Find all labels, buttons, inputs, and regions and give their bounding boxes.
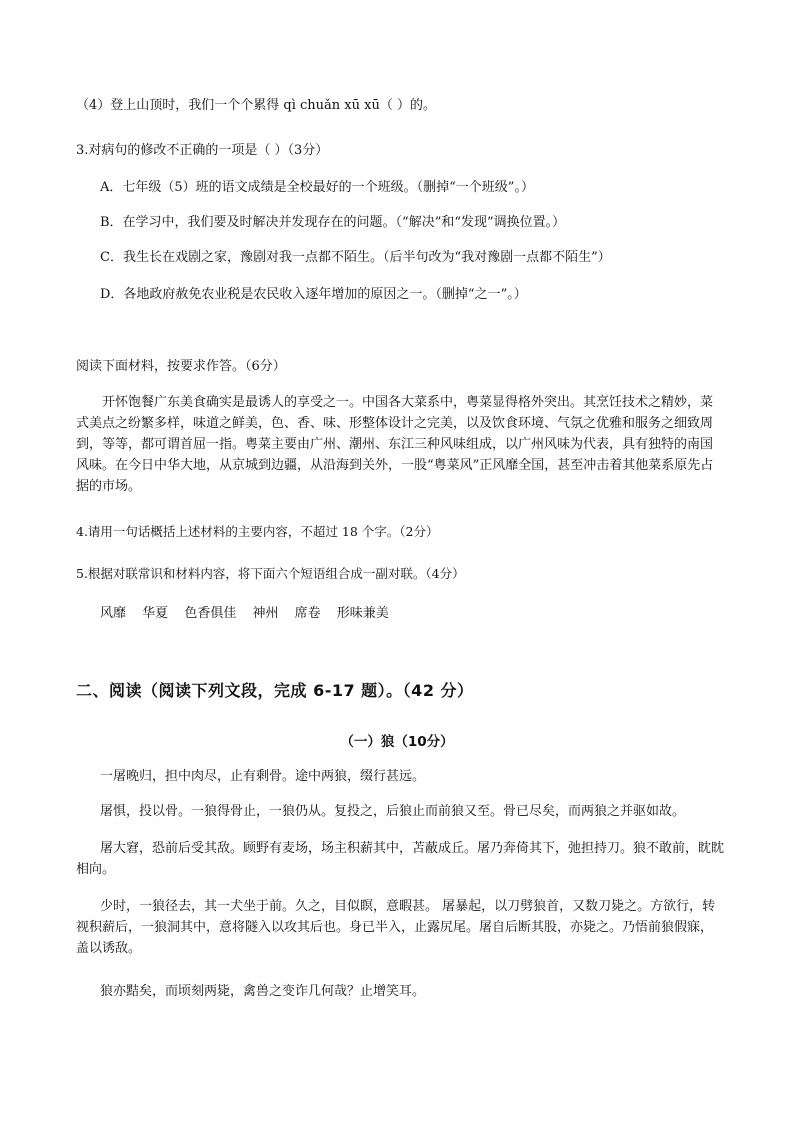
phrase-item: 席卷 [294,606,321,621]
question-3-option-c: C．我生长在戏剧之家，豫剧对我一点都不陌生。（后半句改为“我对豫剧一点都不陌生”） [100,250,611,265]
phrase-item: 华夏 [142,606,169,621]
passage-paragraph: 狼亦黠矣，而顷刻两毙，禽兽之变诈几何哉？止增笑耳。 [100,984,426,999]
question-5: 5.根据对联常识和材料内容，将下面六个短语组合成一副对联。（4分） [76,566,465,581]
question-3-option-a: A．七年级（5）班的语文成绩是全校最好的一个班级。（删掉“一个班级”。） [100,180,534,195]
material-text: 开怀饱餐广东美食确实是最诱人的享受之一。中国各大菜系中，粤菜显得格外突出。其烹饪技术之精妙，菜式美点之纷繁多样，味道之鲜美，色、香、味、形整体设计之完美，以及饮食环境、气氛之优雅和服务之细致周到，等等，都可谓首屈一指。粤菜主要由广州、潮州、东江三种风味组成，以广州风味为代表，具有独特的南国风味。在今日中华大地，从京城到边疆，从沿海到关外，一股“粤菜风”正风靡全国，甚至冲击着其他菜系原先占据的市场。 [76,395,714,494]
phrase-list [100,604,401,624]
phrase-item: 神州 [252,606,279,621]
passage-paragraph: 少时，一狼径去，其一犬坐于前。久之，目似瞑，意暇甚。 屠暴起，以刀劈狼首，又数刀毙之。方欲行，转视积薪后，一狼洞其中，意将隧入以攻其后也。身已半入，止露尻尾。屠自后断其股，亦毙之。乃悟前狼假寐，盖以诱敌。 [76,899,716,956]
passage-paragraph: 一屠晚归，担中肉尽，止有剩骨。途中两狼，缀行甚远。 [100,769,426,784]
question-4: 4.请用一句话概括上述材料的主要内容，不超过 18 个字。（2分） [76,524,439,539]
question-2-4: （4）登上山顶时，我们一个个累得 qì chuǎn xū xū（ ）的。 [76,98,436,113]
phrase-item: 色香俱佳 [184,606,237,621]
passage-paragraph: 屠惧，投以骨。一狼得骨止，一狼仍从。复投之，后狼止而前狼又至。骨已尽矣，而两狼之并驱如故。 [100,804,686,819]
phrase-item: 形味兼美 [336,606,389,621]
section-heading: 二、阅读（阅读下列文段，完成 6-17 题）。（42 分） [76,681,474,700]
question-3-stem: 3.对病句的修改不正确的一项是（ ）（3分） [76,143,329,158]
question-3-option-b: B．在学习中，我们要及时解决并发现存在的问题。（“解决”和“发现”调换位置。） [100,215,566,230]
passage-paragraph: 屠大窘，恐前后受其敌。顾野有麦场，场主积薪其中，苫蔽成丘。屠乃奔倚其下，弛担持刀。狼不敢前，眈眈相向。 [76,841,725,877]
passage-title: （一）狼（10分） [340,734,454,750]
question-3-option-d: D．各地政府赦免农业税是农民收入逐年增加的原因之一。（删掉“之一”。） [100,287,527,302]
material-instruction: 阅读下面材料，按要求作答。（6分） [76,359,286,374]
phrase-item: 风靡 [100,606,127,621]
